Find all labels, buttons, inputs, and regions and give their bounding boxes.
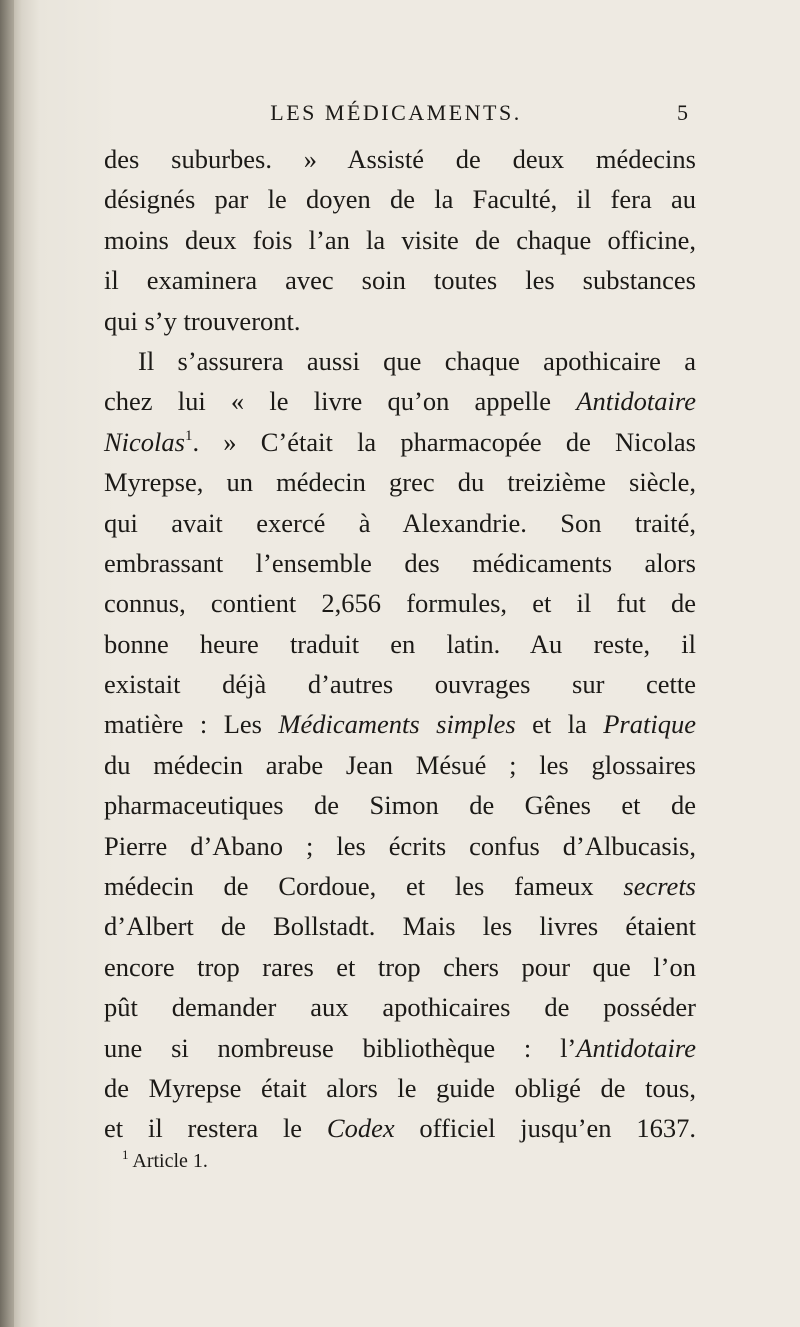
text-line (104, 1068, 696, 1108)
text-run: bonne heure traduit en latin. Au reste, il (104, 628, 696, 659)
text-line (104, 664, 696, 704)
italic-text: Médicaments simples (278, 709, 516, 740)
italic-text: secrets (623, 871, 696, 902)
text-line (104, 866, 696, 906)
italic-text: Pratique (603, 709, 696, 740)
text-run: une si nombreuse bibliothèque : l’ (104, 1032, 577, 1063)
text-line (104, 624, 696, 664)
text-run: et il restera le (104, 1113, 327, 1144)
text-line (104, 785, 696, 825)
footnote (122, 1146, 208, 1176)
text-run: pharmaceutiques de Simon de Gênes et de (104, 790, 696, 821)
italic-text: Antidotaire (576, 1032, 696, 1063)
text-line (104, 301, 696, 341)
text-line (104, 260, 696, 300)
footnote-marker: 1 (122, 1147, 129, 1162)
text-line (104, 543, 696, 583)
text-line (104, 220, 696, 260)
text-run: matière : Les (104, 709, 279, 740)
text-line (104, 987, 696, 1027)
text-run: moins deux fois l’an la visite de chaque officine, (104, 224, 696, 255)
text-run: Pierre d’Abano ; les écrits confus d’Albucasis, (104, 830, 696, 861)
text-run: chez lui « le livre qu’on appelle (104, 386, 577, 417)
text-line (104, 381, 696, 421)
body-text (104, 139, 696, 1149)
running-head (104, 98, 688, 128)
text-run: de Myrepse était alors le guide obligé de tous, (104, 1072, 696, 1103)
text-run: . » C’était la pharmacopée de Nicolas (192, 426, 696, 457)
italic-text: Antidotaire (576, 386, 696, 417)
text-line (104, 341, 696, 381)
italic-text: Nicolas (104, 426, 185, 457)
text-run: embrassant l’ensemble des médicaments alors (104, 547, 696, 578)
text-line (104, 704, 696, 744)
text-line (104, 1028, 696, 1068)
text-line (104, 139, 696, 179)
text-run: du médecin arabe Jean Mésué ; les glossaires (104, 749, 696, 780)
footnote-text: Article 1. (128, 1150, 208, 1172)
text-line (104, 462, 696, 502)
italic-text: Codex (326, 1113, 395, 1144)
text-run: des suburbes. » Assisté de deux médecins (104, 144, 696, 174)
running-title: LES MÉDICAMENTS. (270, 100, 522, 125)
text-line (104, 1108, 696, 1148)
text-line (104, 826, 696, 866)
text-line (104, 583, 696, 623)
text-run: médecin de Cordoue, et les fameux (104, 871, 624, 902)
text-line (104, 503, 696, 543)
text-run: qui s’y trouveront. (104, 305, 301, 336)
text-line (104, 745, 696, 785)
text-run: d’Albert de Bollstadt. Mais les livres étaient (104, 911, 696, 942)
text-run: Il s’assurera aussi que chaque apothicaire a (138, 345, 696, 376)
binding-gutter-shadow (0, 0, 14, 1327)
text-run: officiel jusqu’en 1637. (394, 1113, 696, 1144)
text-run: encore trop rares et trop chers pour que l’on (104, 951, 696, 982)
footnote-reference: 1 (184, 427, 193, 444)
text-run: Myrepse, un médecin grec du treizième siècle, (104, 467, 696, 498)
text-run: il examinera avec soin toutes les substances (104, 265, 696, 296)
text-run: qui avait exercé à Alexandrie. Son traité, (104, 507, 696, 538)
page-number: 5 (677, 100, 688, 125)
text-line (104, 179, 696, 219)
text-line (104, 947, 696, 987)
text-run: existait déjà d’autres ouvrages sur cette (104, 669, 696, 700)
text-run: connus, contient 2,656 formules, et il fut de (104, 588, 696, 619)
text-run: désignés par le doyen de la Faculté, il fera au (104, 184, 696, 215)
text-run: et la (515, 709, 604, 740)
text-line (104, 422, 696, 462)
text-run: pût demander aux apothicaires de posséder (104, 992, 696, 1023)
text-line (104, 906, 696, 946)
